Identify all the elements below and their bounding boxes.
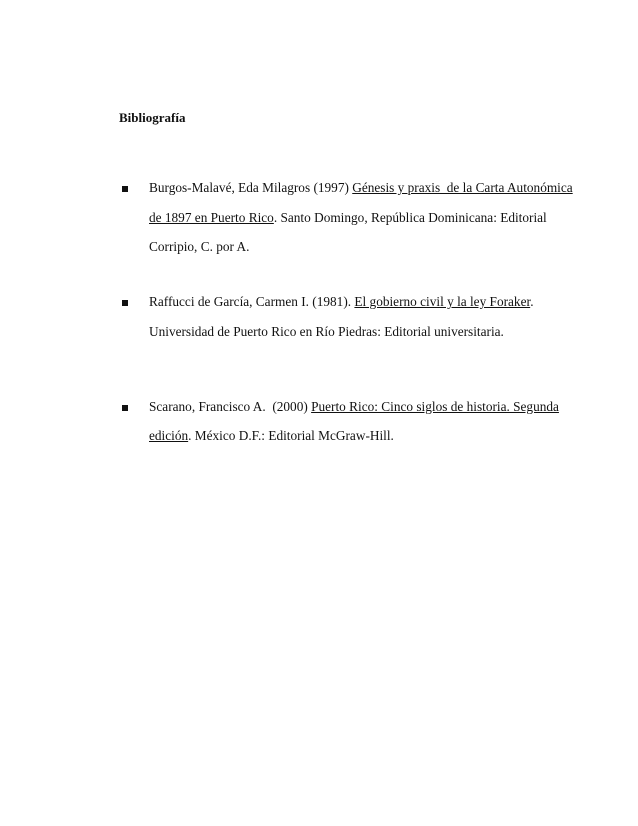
entry-line [149,294,534,310]
entry-text: . México D.F.: Editorial McGraw-Hill. [188,428,394,443]
entry-line [149,399,559,415]
entry-line: Universidad de Puerto Rico en Río Piedras: Editorial universitaria. [149,324,504,339]
entry-text: . [530,294,534,309]
bullet-icon [122,405,128,411]
bullet-icon [122,300,128,306]
entry-line: Corripio, C. por A. [149,239,250,254]
entry-text: Raffucci de García, Carmen I. (1981). [149,294,355,309]
page-title: Bibliografía [119,110,186,125]
entry-line [149,428,394,444]
entry-line [149,180,573,196]
book-title: El gobierno civil y la ley Foraker [354,294,531,309]
book-title: Puerto Rico: Cinco siglos de historia. Segunda [311,399,559,414]
bullet-icon [122,186,128,192]
entry-line [149,210,547,226]
entry-text: Scarano, Francisco A. (2000) [149,399,312,414]
book-title: de 1897 en Puerto Rico [149,210,274,225]
book-title: Génesis y praxis de la Carta Autonómica [352,180,573,195]
entry-text: Burgos-Malavé, Eda Milagros (1997) [149,180,353,195]
book-title: edición [149,428,189,443]
entry-text: . Santo Domingo, República Dominicana: Editorial [273,210,547,225]
